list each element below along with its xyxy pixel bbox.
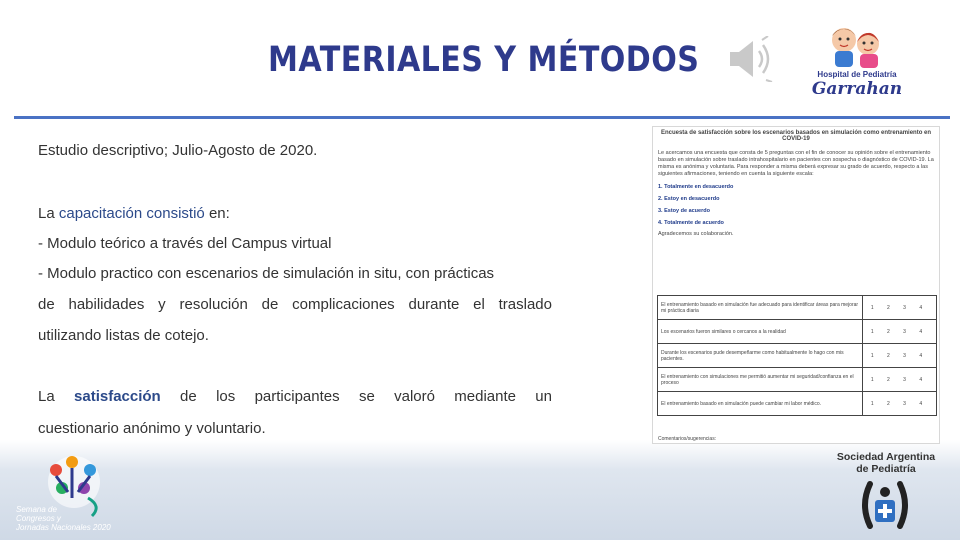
- semana-line1: Semana de: [16, 505, 57, 514]
- training-highlight: capacitación consistió: [58, 205, 205, 222]
- survey-scale: 1 2 3 4: [863, 296, 937, 320]
- survey-question: Durante los escenarios pude desempeñarme como habitualmente lo hago con mis pacientes.: [658, 344, 863, 368]
- survey-row: [658, 296, 937, 320]
- sap-name: [826, 451, 946, 475]
- survey-scale: 1 2 3 4: [863, 368, 937, 392]
- satisfaction-prefix: La: [38, 388, 75, 405]
- survey-title-line1: Encuesta de satisfacción sobre los escenarios basados en simulación como entrenamiento en: [660, 130, 932, 136]
- survey-image: [652, 126, 940, 444]
- survey-question: El entrenamiento con simulaciones me permitió aumentar mi seguridad/confianza en el proceso: [658, 368, 863, 392]
- hospital-name-line1: Hospital de Pediatría: [817, 70, 897, 79]
- survey-intro: Le acercamos una encuesta que consta de 5 preguntas con el fin de conocer su opinión sobre el entrenamiento basado en simulación sobre traslado intrahospitalario en pacientes con sospecha o diagnóstico de COVID-19. La misma es anónima y voluntaria. Para responder a misma deberá expresar su grado de acuerdo, respecto a las siguientes afirmaciones, teniendo en cuenta la siguiente escala:: [658, 150, 934, 177]
- survey-scale: 1 2 3 4: [863, 320, 937, 344]
- survey-table: [657, 295, 937, 416]
- bullet-practice: - Modulo practico con escenarios de simulación in situ, con prácticas: [38, 265, 495, 282]
- semana-line2: Congresos y: [16, 514, 61, 523]
- satisfaction-line1: [38, 388, 552, 405]
- survey-option: 1. Totalmente en desacuerdo: [658, 184, 734, 190]
- survey-option: 4. Totalmente de acuerdo: [658, 220, 724, 226]
- survey-option: 3. Estoy de acuerdo: [658, 208, 710, 214]
- sound-icon[interactable]: [726, 36, 776, 82]
- survey-note: Agradecemos su colaboración.: [658, 231, 734, 237]
- survey-row: [658, 320, 937, 344]
- survey-scale: 1 2 3 4: [863, 344, 937, 368]
- survey-row: [658, 392, 937, 416]
- survey-comments: Comentarios/sugerencias:: [658, 436, 717, 442]
- title-divider: [14, 116, 950, 119]
- satisfaction-line2: cuestionario anónimo y voluntario.: [38, 420, 266, 437]
- survey-option: 2. Estoy en desacuerdo: [658, 196, 720, 202]
- satisfaction-highlight: satisfacción: [74, 388, 161, 405]
- sap-line1: Sociedad Argentina: [836, 451, 936, 463]
- training-intro: [38, 205, 558, 222]
- sap-line2: de Pediatría: [856, 463, 916, 475]
- hospital-caption: [802, 70, 912, 99]
- sap-logo: [858, 480, 912, 530]
- semana-line3: Jornadas Nacionales 2020: [16, 523, 111, 532]
- hospital-name-line2: Garrahan: [811, 79, 903, 99]
- survey-row: [658, 368, 937, 392]
- survey-row: [658, 344, 937, 368]
- study-line: Estudio descriptivo; Julio-Agosto de 2020.: [38, 142, 318, 159]
- slide-title: MATERIALES Y MÉTODOS: [268, 40, 700, 80]
- bullet-practice-cont2: utilizando listas de cotejo.: [38, 327, 209, 344]
- bullet-practice-cont1: de habilidades y resolución de complicaciones durante el traslado: [38, 296, 552, 313]
- survey-title-line2: COVID-19: [782, 136, 810, 142]
- training-prefix: La: [38, 205, 59, 222]
- satisfaction-suffix: de los participantes se valoró mediante un: [160, 388, 552, 405]
- training-suffix: en:: [204, 205, 230, 222]
- survey-question: El entrenamiento basado en simulación puede cambiar mi labor médico.: [658, 392, 863, 416]
- semana-caption: [16, 505, 111, 532]
- survey-question: Los escenarios fueron similares o cercanos a la realidad: [658, 320, 863, 344]
- survey-scale: 1 2 3 4: [863, 392, 937, 416]
- bullet-theory: - Modulo teórico a través del Campus virtual: [38, 235, 332, 252]
- survey-question: El entrenamiento basado en simulación fue adecuado para identificar áreas para mejorar mi práctica diaria: [658, 296, 863, 320]
